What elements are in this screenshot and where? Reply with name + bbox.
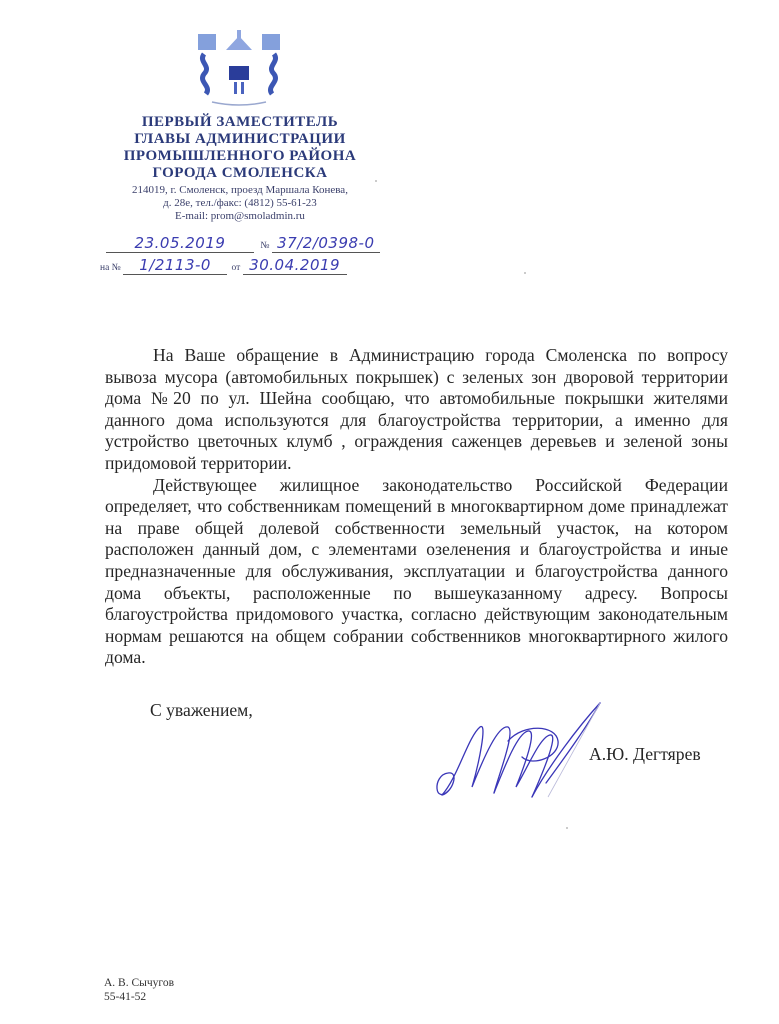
executor-phone: 55-41-52	[104, 991, 147, 1003]
number-label: №	[260, 241, 270, 251]
letterhead-title-line: ГЛАВЫ АДМИНИСТРАЦИИ	[134, 131, 346, 147]
letter-body	[105, 345, 728, 669]
email-line: E-mail: prom@smoladmin.ru	[175, 210, 305, 222]
ref-date: 30.04.2019	[243, 256, 347, 275]
coat-of-arms-icon	[196, 28, 282, 110]
letterhead-title-line: ПЕРВЫЙ ЗАМЕСТИТЕЛЬ	[141, 114, 339, 130]
ref-number: 1/2113-0	[123, 256, 227, 275]
letterhead-title-line: ГОРОДА СМОЛЕНСКА	[152, 165, 328, 181]
ref-date-label: от	[231, 263, 241, 273]
ref-number-label: на №	[100, 263, 121, 273]
letterhead-address	[100, 184, 380, 223]
body-paragraph: На Ваше обращение в Администрацию города Смоленска по вопросу вывоза мусора (автомобильных покрышек) с зеленых зон дворовой территории дома №20 по ул. Шейна сообщаю, что автомобильные покрышки жителями данного дома используются для благоустройства территории, а именно для устройство цветочных клумб , ограждения саженцев деревьев и зеленой зоны придомовой территории.	[105, 345, 728, 473]
registration-block	[100, 234, 390, 282]
scan-speck	[375, 180, 377, 182]
scan-speck	[566, 827, 568, 829]
address-line: д. 28е, тел./факс: (4812) 55-61-23	[163, 197, 317, 209]
outgoing-date: 23.05.2019	[106, 234, 254, 253]
executor-name: А. В. Сычугов	[104, 977, 175, 989]
scan-speck	[524, 272, 526, 274]
executor-info	[104, 976, 174, 1004]
address-line: 214019, г. Смоленск, проезд Маршала Конева,	[132, 184, 348, 196]
signer-name: А.Ю. Дегтярев	[589, 744, 701, 764]
body-paragraph: Действующее жилищное законодательство Российской Федерации определяет, что собственникам помещений в многоквартирном доме принадлежат на праве общей долевой собственности земельный участок, на котором расположен данный дом, с элементами озеленения и благоустройства и иные предназначенные для обслуживания, эксплуатации и благоустройства данного дома объекты, расположенные по вышеуказанному адресу. Вопросы благоустройства придомового участка, согласно действующим законодательным нормам решаются на общем собрании собственников многоквартирного жилого дома.	[105, 474, 728, 668]
outgoing-number: 37/2/0398-0	[272, 234, 380, 253]
letterhead	[100, 114, 380, 223]
closing-salutation: С уважением,	[150, 700, 253, 720]
letterhead-title-line: ПРОМЫШЛЕННОГО РАЙОНА	[123, 148, 357, 164]
